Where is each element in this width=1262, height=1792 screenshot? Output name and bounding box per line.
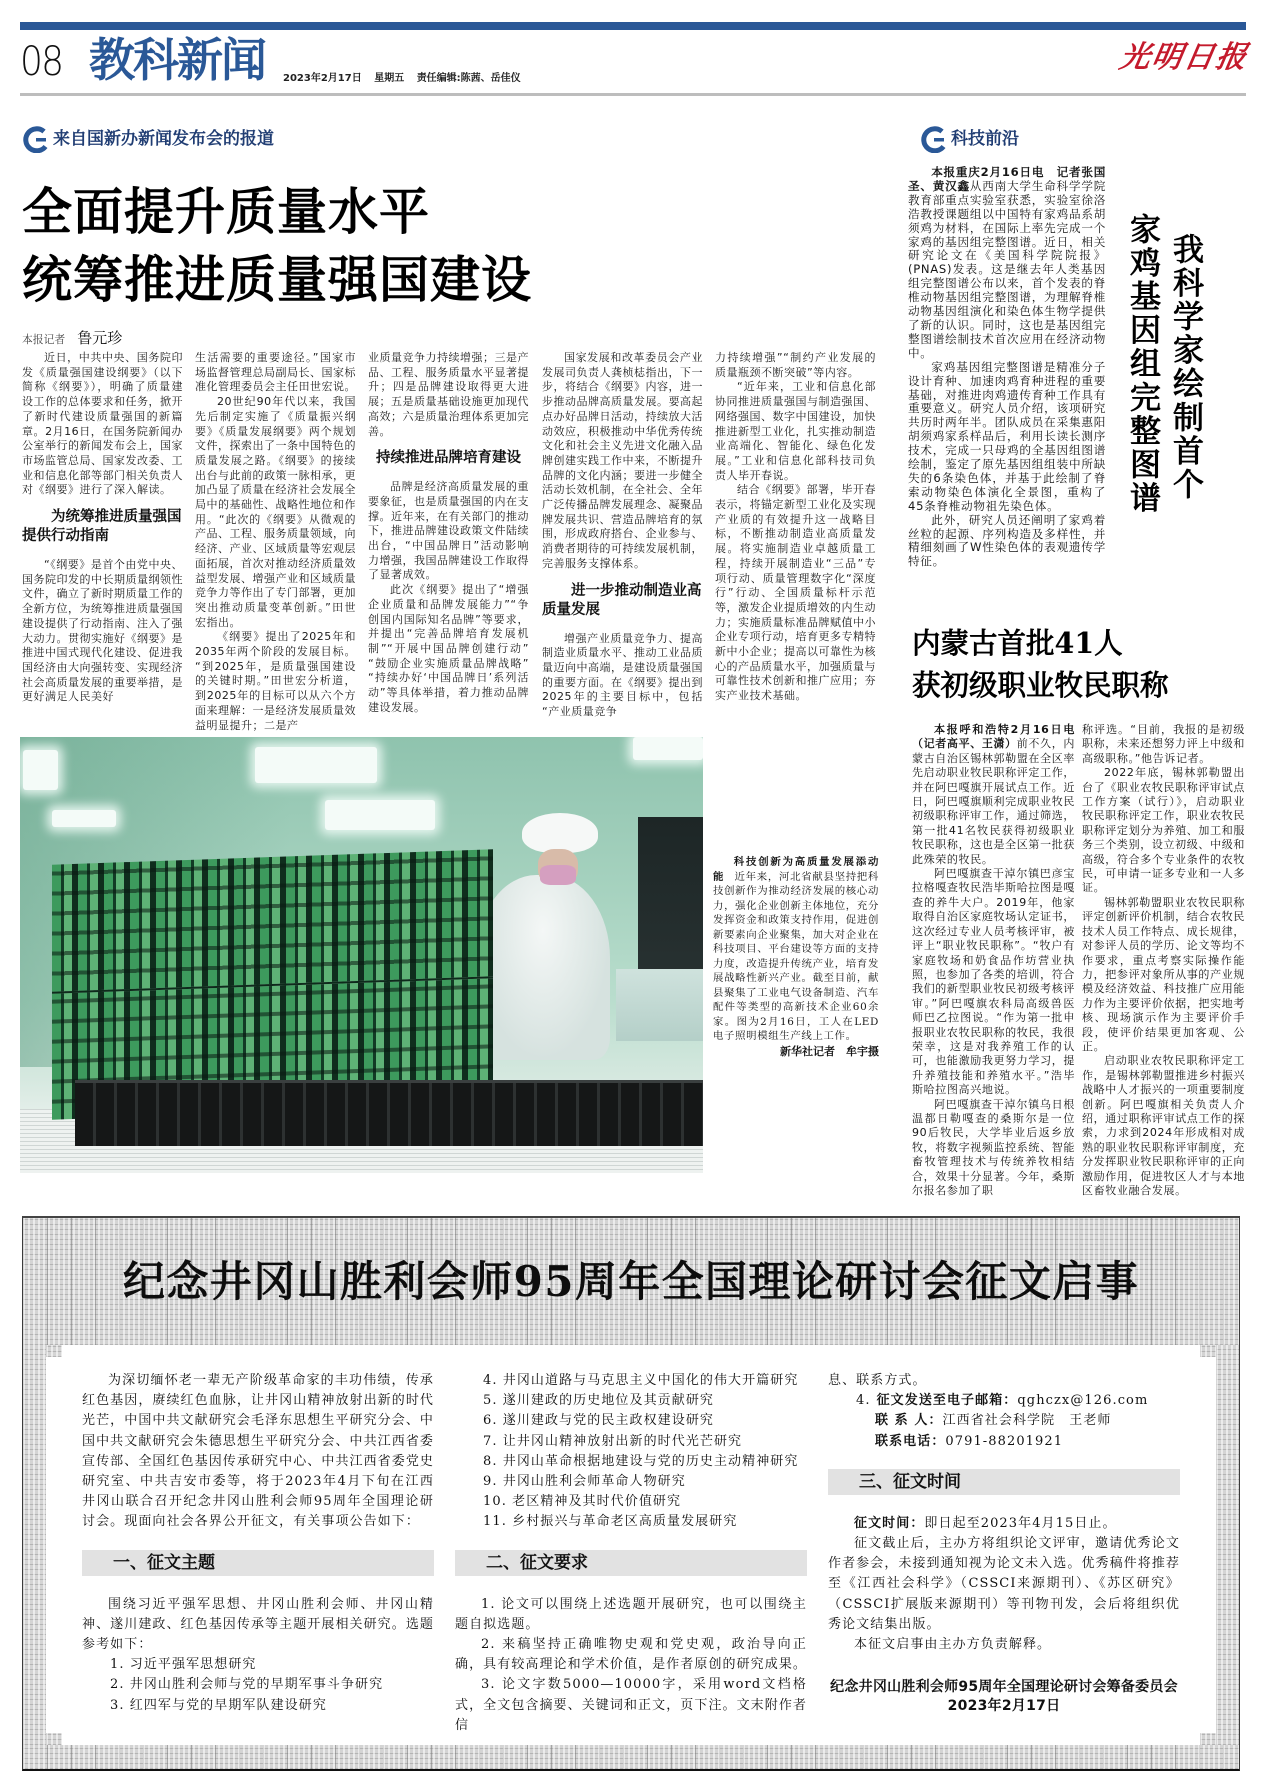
contact-field — [828, 1411, 1180, 1431]
paragraph — [1082, 766, 1245, 896]
vertical-headline-line: 我科学家绘制首个 — [1167, 233, 1203, 502]
issue-date: 2023年2月17日 — [283, 73, 362, 84]
field-number: 4. — [856, 1393, 871, 1409]
photo-credit: 新华社记者 牟宇摄 — [780, 1045, 879, 1058]
paragraph — [455, 1595, 807, 1635]
decorative-corner — [1200, 1345, 1216, 1357]
issue-weekday: 星期五 — [374, 73, 405, 84]
field-label: 征文发送至电子邮箱： — [876, 1393, 1018, 1409]
photo-ceiling-light — [23, 750, 58, 790]
photo-caption — [713, 855, 879, 1044]
photo-ceiling-light — [52, 810, 116, 827]
paragraph — [828, 1534, 1180, 1635]
paragraph — [22, 558, 183, 705]
list-item: 2. 井冈山胜利会师与党的早期军事斗争研究 — [110, 1677, 384, 1693]
paragraph — [828, 1635, 1180, 1655]
paragraph-text: 称评选。“目前，我报的是初级职称，未来还想努力评上中级和高级职称。”他告诉记者。 — [1082, 723, 1245, 765]
list-item: 11. 乡村振兴与革命老区高质量发展研究 — [483, 1514, 738, 1530]
paragraph — [455, 1635, 807, 1675]
subheading: 持续推进品牌培育建设 — [376, 450, 521, 467]
photo-circuit-boards — [52, 849, 493, 1117]
paragraph-text: 此次《纲要》提出了“增强企业质量和品牌发展能力”“争创国内国际知名品牌”等要求，并提出“完善品牌培育发展机制”“开展中国品牌创建行动”“鼓励企业实施质量品牌战略”“持续办好‘中国品牌日’系列活动”等具体举措，着力推动品牌建设发展。 — [368, 583, 529, 714]
paragraph — [82, 1595, 434, 1656]
subheading: 为统筹推进质量强国提供行动指南 — [22, 509, 182, 545]
section-label-science-frontier — [918, 125, 1019, 153]
field-value: 江西省社会科学院 王老师 — [942, 1413, 1112, 1429]
caption-title: 科技创新为高质量发展添动能 — [713, 856, 879, 883]
photo-ceiling-light — [633, 737, 703, 760]
paragraph-text: 息、联系方式。 — [828, 1373, 927, 1388]
vertical-headline-line: 家鸡基因组完整图谱 — [1124, 213, 1160, 516]
article-column — [912, 723, 1075, 1198]
notice-column — [82, 1371, 434, 1716]
paragraph-text: 锡林郭勒盟职业农牧民职称评定创新评价机制，结合农牧民技术人员工作特点、成长规律，对参评人员的学历、论文等均不作要求，重点考察实际操作能力，把参评对象所从事的产业规模及经济效益、科技推广应用能力作为主要评价依据，把实地考核、现场演示作为主要评价手段，使评价结果更加客观、公正。 — [1082, 895, 1245, 1053]
paragraph — [912, 723, 1075, 867]
list-item: 7. 让井冈山精神放射出新的时代光芒研究 — [483, 1433, 743, 1449]
list-item: 10. 老区精神及其时代价值研究 — [483, 1494, 682, 1510]
newspaper-logo: 光明日报 — [1117, 40, 1252, 75]
contact-field — [828, 1432, 1180, 1452]
list-item: 8. 井冈山革命根据地建设与党的历史主动精神研究 — [483, 1453, 799, 1469]
lead-headline — [22, 178, 532, 314]
paragraph — [542, 351, 703, 572]
dateline: 征文时间： — [854, 1515, 925, 1531]
dateline: 本报呼和浩特2月16日电（记者高平、王潇） — [912, 723, 1075, 751]
decorative-corner — [1200, 1733, 1216, 1745]
paragraph-text: 即日起至2023年4月15日止。 — [924, 1515, 1117, 1531]
paragraph — [195, 351, 356, 395]
paragraph — [828, 1514, 1180, 1534]
section-label-text: 来自国新办新闻发布会的报道 — [53, 129, 274, 149]
paragraph — [1082, 723, 1245, 766]
page-number: 08 — [20, 39, 63, 85]
dateline: 本报重庆2月16日电 记者张国圣、黄汉鑫 — [908, 165, 1106, 193]
paragraph-text: 2. 来稿坚持正确唯物史观和党史观，政治导向正确，具有较高理论和学术价值，是作者原创的研究成果。 — [455, 1637, 808, 1673]
field-value: 0791-88201921 — [945, 1433, 1064, 1449]
notice-column — [455, 1371, 807, 1736]
paragraph-text: 1. 论文可以围绕上述选题开展研究，也可以围绕主题自拟选题。 — [455, 1596, 807, 1632]
paragraph-text: 启动职业农牧民职称评定工作，是锡林郭勒盟推进乡村振兴战略中人才振兴的一项重要制度创新。阿巴嘎旗相关负责人介绍，通过职称评审试点工作的探索，力求到2024年形成相对成熟的职业牧民职称评审制度，充分发挥职业牧民职称评审的正向激励作用，促进牧区人才与本地区畜牧业融合发展。 — [1082, 1054, 1245, 1197]
byline-author: 鲁元珍 — [77, 329, 123, 347]
guangming-g-icon — [20, 125, 53, 153]
notice-title: 纪念井冈山胜利会师95周年全国理论研讨会征文启事 — [122, 1256, 1140, 1306]
paragraph — [1082, 1054, 1245, 1198]
header-divider — [20, 93, 1246, 96]
photo-worker-mask — [540, 865, 576, 885]
headline-line: 内蒙古首批41人 — [912, 626, 1123, 660]
paragraph — [715, 380, 876, 483]
paragraph-text: 前不久，内蒙古自治区锡林郭勒盟在全区率先启动职业牧民职称评定工作，并在阿巴嘎旗开展试点工作。近日，阿巴嘎旗顺利完成职业牧民初级职称评审工作，通过筛选，第一批41名牧民获得初级职业牧民职称，这也是全区第一批获此殊荣的牧民。 — [912, 737, 1075, 866]
paragraph — [1082, 896, 1245, 1054]
paragraph-text: 《纲要》提出了2025年和2035年两个阶段的发展目标。“到2025年，是质量强国建设的关键时期。”田世宏分析道，到2025年的目标可以从六个方面来理解：一是经济发展质量效益明显提升；二是产 — [195, 630, 356, 732]
paragraph — [908, 166, 1106, 361]
decorative-corner — [46, 1345, 62, 1357]
notice-column — [828, 1371, 1180, 1716]
article-column — [1082, 723, 1245, 1198]
paragraph — [542, 632, 703, 720]
decorative-corner — [46, 1733, 62, 1745]
paragraph-text: 力持续增强”“制约产业发展的质量瓶颈不断突破”等内容。 — [715, 351, 876, 379]
paragraph-text: “《纲要》是首个由党中央、国务院印发的中长期质量纲领性文件，确立了新时期质量工作的全新方位，为统筹推进质量强国建设提供了行动指南、注入了强大动力。贯彻实施好《纲要》是推进中国式现代化建设、促进我国经济由大向强转变、实现经济社会高质量发展的重要举措，是更好满足人民美好 — [22, 558, 183, 704]
paragraph — [368, 480, 529, 583]
byline — [22, 327, 122, 348]
byline-label: 本报记者 — [22, 333, 66, 346]
paragraph-text: “近年来，工业和信息化部协同推进质量强国与制造强国、网络强国、数字中国建设，加快推进新型工业化，扎实推动制造业高端化、智能化、绿色化发展。”工业和信息化部科技司负责人毕开春说。 — [715, 380, 876, 482]
paragraph-text: 近日，中共中央、国务院印发《质量强国建设纲要》（以下简称《纲要》），明确了质量建设工作的总体要求和任务，掀开了新时代建设质量强国的新篇章。2月16日，在国务院新闻办公室举行的新闻发布会上，国家市场监管总局、国家发改委、工业和信息化部等部门相关负责人对《纲要》进行了深入解读。 — [22, 351, 183, 497]
signature-line: 2023年2月17日 — [947, 1698, 1061, 1715]
paragraph — [908, 361, 1106, 514]
paragraph-text: 业质量竞争力持续增强；三是产品、工程、服务质量水平显著提升；四是品牌建设取得更大进展；五是质量基础设施更加现代高效；六是质量治理体系更加完善。 — [368, 351, 529, 438]
headline-line: 获初级职业牧民职称 — [912, 668, 1169, 702]
section-heading: 二、征文要求 — [455, 1550, 807, 1576]
signature-line: 纪念井冈山胜利会师95周年全国理论研讨会筹备委员会 — [830, 1679, 1178, 1696]
photo-board-row — [52, 849, 493, 991]
list-item: 9. 井冈山胜利会师革命人物研究 — [483, 1474, 686, 1490]
paragraph — [715, 483, 876, 704]
news-photo — [20, 737, 703, 1173]
photo-board-tray — [75, 1080, 703, 1146]
list-item: 1. 习近平强军思想研究 — [110, 1657, 257, 1673]
paragraph — [195, 630, 356, 733]
article-column — [195, 351, 356, 733]
paragraph — [912, 1098, 1075, 1199]
decorative-fret-border — [23, 1345, 46, 1745]
section-heading: 一、征文主题 — [82, 1550, 434, 1576]
caption-text: 近年来，河北省献县坚持把科技创新作为推动经济发展的核心动力，强化企业创新主体地位，充分发挥资金和政策支持作用，促进创新要素向企业聚集，加大对企业在科技项目、平台建设等方面的支持力度，改造提升传统产业，培育发展战略性新兴产业。截至目前，献县聚集了工业电气设备制造、汽车配件等类型的高新技术企业60余家。图为2月16日，工人在LED电子照明模组生产线上工作。 — [713, 870, 879, 1042]
issue-meta — [283, 73, 530, 85]
paragraph-text: 阿巴嘎旗查干淖尔镇巴彦宝拉格嘎查牧民浩毕斯哈拉图是嘎查的养牛大户。2019年，他家取得自治区家庭牧场认定证书，这次经过专业人员考核评审，被评上“职业牧民职称”。“牧户有家庭牧场和奶食品作坊营业执照，也参加了各类的培训，符合我们的新型职业牧民初级考核评审。”阿巴嘎旗农科局高级兽医师巴乙拉图说。“作为第一批申报职业农牧民职称的牧民，我很荣幸，这是对我养殖工作的认可，也能激励我更努力学习，提升养殖技能和养殖水平。”浩毕斯哈拉图高兴地说。 — [912, 867, 1075, 1097]
paragraph-text: 征文截止后，主办方将组织论文评审，邀请优秀论文作者参会，未接到通知视为论文未入选。优秀稿件将推荐至《江西社会科学》（CSSCI来源期刊）、《苏区研究》（CSSCI扩展版来源期刊）等刊物刊发，会后将组织优秀论文结集出版。 — [828, 1536, 1181, 1632]
paragraph-text: 增强产业质量竞争力、提高制造业质量水平、推动工业品质量迈向中高端，是建设质量强国的重要方面。在《纲要》提出到2025年的主要目标中，包括“产业质量竞争 — [542, 631, 703, 719]
article-column — [715, 351, 876, 704]
decorative-fret-border — [23, 1745, 1239, 1769]
photo-worker — [476, 813, 610, 1060]
paragraph — [82, 1371, 434, 1533]
list-item: 5. 遂川建政的历史地位及其贡献研究 — [483, 1393, 714, 1409]
paragraph-text: 品牌是经济高质量发展的重要象征，也是质量强国的内在支撑。近年来，在有关部门的推动下，推进品牌建设政策文件陆续出台，“中国品牌日”活动影响力增强，我国品牌建设工作取得了显著成效。 — [368, 480, 529, 582]
paragraph-text: 3. 论文字数5000—10000字，采用word文档格式，全文包含摘要、关键词和正文，页下注。文末附作者信 — [455, 1677, 808, 1733]
paragraph-text: 本征文启事由主办方负责解释。 — [854, 1637, 1052, 1653]
paragraph-text: 为深切缅怀老一辈无产阶级革命家的丰功伟绩，传承红色基因，赓续红色血脉，让井冈山精神放射出新的时代光芒，中国中共文献研究会毛泽东思想生平研究分会、中国中共文献研究会朱德思想生平研究分会、中共江西省委宣传部、全国红色基因传承研究中心、中共江西省委党史研究室、中共吉安市委等，将于2023年4月下旬在江西井冈山联合召开纪念井冈山胜利会师95周年全国理论研讨会。现面向社会各界公开征文，有关事项公告如下： — [82, 1373, 435, 1530]
guangming-g-icon — [918, 125, 951, 153]
list-item: 4. 井冈山道路与马克思主义中国化的伟大开篇研究 — [483, 1373, 799, 1388]
photo-worker-body — [476, 875, 610, 1060]
paragraph — [368, 351, 529, 439]
paragraph-text: 结合《纲要》部署，毕开春表示，将锚定新型工业化及实现产业质的有效提升这一战略目标，不断推动制造业高质量发展。将实施制造业卓越质量工程，持续开展制造业“三品”专项行动、质量管理数字化“深度行”行动、全国质量标杆示范等，激发企业提质增效的内生动力；实施质量标准品牌赋值中小企业专项行动，培育更多专精特新中小企业；提高以可靠性为核心的产品质量水平，加强质量与可靠性技术创新和推广应用；夯实产业技术基础。 — [715, 483, 876, 703]
paragraph — [828, 1371, 1180, 1391]
field-value: qghczx@126.com — [1017, 1393, 1149, 1409]
photo-worker-cap — [522, 813, 598, 853]
paragraph-text: 阿巴嘎旗查干淖尔镇乌日根温都日勒嘎查的桑斯尔是一位90后牧民，大学毕业后返乡放牧，将数字视频监控系统、智能畜牧管理技术与传统养牧相结合，效果十分显著。今年，桑斯尔报名参加了职 — [912, 1097, 1075, 1197]
list-item: 3. 红四军与党的早期军队建设研究 — [110, 1697, 327, 1713]
paragraph-text: 围绕习近平强军思想、井冈山胜利会师、井冈山精神、遂川建政、红色基因传承等主题开展相关研究。选题参考如下： — [82, 1596, 435, 1653]
article-column — [368, 351, 529, 715]
paragraph-text: 从西南大学生命科学学院教育部重点实验室获悉，实验室徐洛浩教授课题组以中国特有家鸡品系胡须鸡为材料，在国际上率先完成一个家鸡的基因组完整图谱。近日，相关研究论文在《美国科学院院报》(PNAS)发表。这是继去年人类基因组完整图谱公布以来，首个发表的脊椎动物基因组完整图谱，为理解脊椎动物基因组演化和染色体生物学提供了新的认识。同时，这也是基因组完整图谱绘制技术首次应用在经济动物中。 — [908, 178, 1106, 360]
paragraph — [455, 1675, 807, 1736]
paragraph-text: 2022年底，锡林郭勒盟出台了《职业农牧民职称评审试点工作方案（试行）》，启动职业牧民职称评定工作，职业农牧民职称评定划分为养殖、加工和服务三个类别，设立初级、中级和高级，符合多个专业条件的农牧民，可申请一证多专业和一人多证。 — [1082, 766, 1245, 895]
paragraph-text: 家鸡基因组完整图谱是精准分子设计育种、加速肉鸡育种进程的重要基础，对推进肉鸡遗传育种工作具有重要意义。研究人员介绍，该项研究共历时两年半。团队成员在采集惠阳胡须鸡家系样品后，利用长读长测序技术，完成一只母鸡的全基因组图谱绘制，鉴定了原先基因组组装中所缺失的6条染色体，并基于此绘制了脊索动物染色体演化全景图，重构了45条脊椎动物祖先染色体。 — [908, 359, 1106, 513]
field-label: 联 系 人： — [875, 1413, 943, 1429]
article-column — [542, 351, 703, 720]
section-heading: 三、征文时间 — [828, 1469, 1180, 1495]
paragraph — [195, 395, 356, 630]
list-item: 6. 遂川建政与党的民主政权建设研究 — [483, 1413, 714, 1429]
contact-field — [828, 1391, 1180, 1411]
section-label-text: 科技前沿 — [951, 129, 1019, 149]
article-column — [22, 351, 183, 705]
subheading: 进一步推动制造业高质量发展 — [542, 582, 702, 618]
paragraph-text: 20世纪90年代以来，我国先后制定实施了《质量振兴纲要》《质量发展纲要》两个规划文件，探索出了一条中国特色的质量发展之路。《纲要》的接续出台与此前的政策一脉相承，更加凸显了质量在经济社会发展全局中的基础性、战略性地位和作用。“此次的《纲要》从微观的产品、工程、服务质量领域，向经济、产业、区域质量等宏观层面拓展，首次对推动经济质量效益型发展、增强产业和区域质量竞争力等作出了专门部署，更加突出推动质量变革创新。”田世宏指出。 — [195, 395, 356, 629]
pastoral-headline — [912, 622, 1169, 706]
photo-ceiling-light — [325, 800, 435, 830]
paragraph — [908, 514, 1106, 570]
responsible-editors: 责任编辑:陈茜、岳佳仪 — [416, 73, 521, 84]
paragraph-text: 此外，研究人员还阐明了家鸡着丝粒的起源、序列构造及多样性，并精细刻画了W性染色体的表观遗传学特征。 — [908, 512, 1106, 569]
paragraph-text: 国家发展和改革委员会产业发展司负责人龚桢梽指出，下一步，将结合《纲要》内容，进一步推动品牌高质量发展。要高起点办好品牌日活动，持续放大活动效应，积极推动中华优秀传统文化和社会主义先进文化融入品牌创建实践工作中来，不断提升品牌的文化内涵；要进一步健全活动长效机制，在全社会、全年广泛传播品牌发展理念、凝聚品牌发展共识、营造品牌培育的氛围，形成政府搭台、企业参与、消费者期待的可持续发展机制，完善服务支撑体系。 — [542, 351, 703, 570]
photo-equipment — [616, 969, 703, 1041]
photo-ceiling-light — [255, 747, 377, 783]
masthead-color-bar — [20, 22, 1246, 30]
headline-line: 全面提升质量水平 — [22, 182, 430, 241]
section-label-press-conference — [20, 125, 274, 153]
paragraph-text: 生活需要的重要途径。”国家市场监督管理总局副局长、国家标准化管理委员会主任田世宏说。 — [195, 351, 356, 394]
page-section-title: 教科新闻 — [89, 33, 265, 87]
headline-line: 统筹推进质量强国建设 — [22, 250, 532, 309]
decorative-fret-border — [1216, 1345, 1239, 1745]
paragraph — [368, 583, 529, 715]
field-label: 联系电话： — [875, 1433, 946, 1449]
paragraph — [22, 351, 183, 498]
paragraph — [912, 867, 1075, 1098]
paragraph — [715, 351, 876, 380]
science-article-body — [908, 166, 1106, 569]
